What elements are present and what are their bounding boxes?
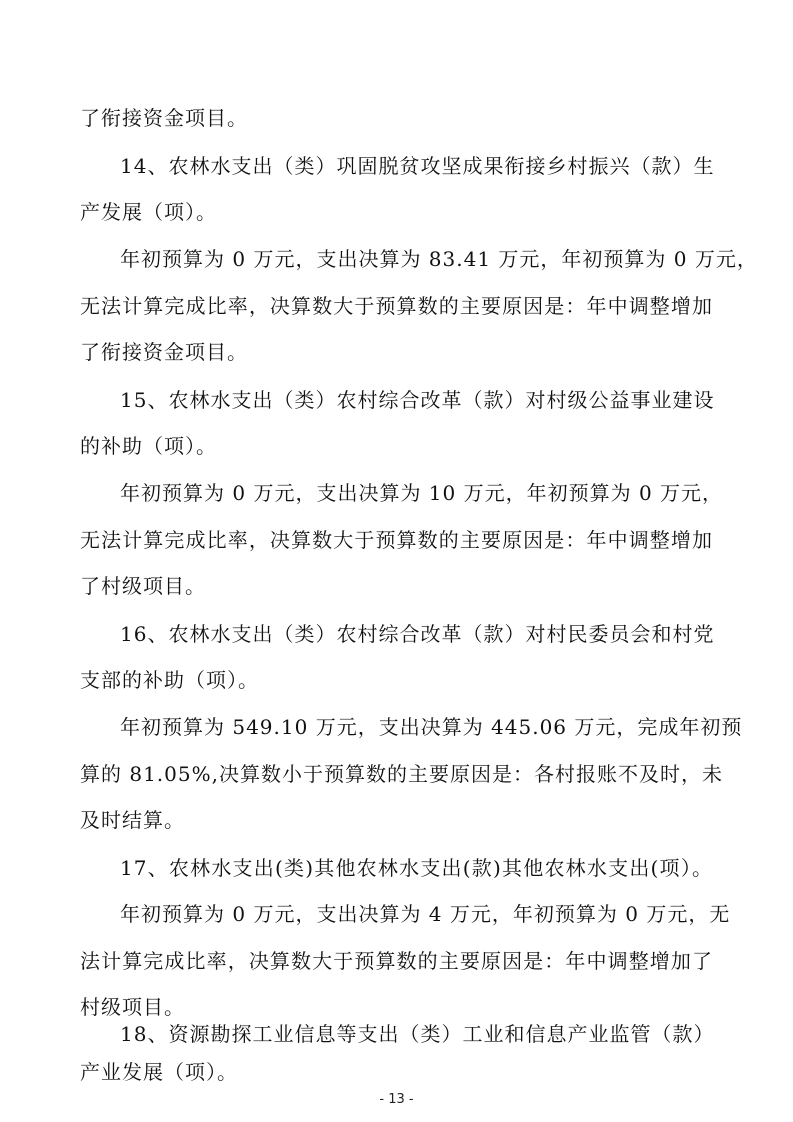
heading-16-line-2: 支部的补助（项）。: [80, 668, 259, 692]
heading-14-line-2: 产发展（项）。: [80, 200, 217, 224]
paragraph-14-line-1: 年初预算为 0 万元，支出决算为 83.41 万元，年初预算为 0 万元，: [120, 247, 758, 271]
paragraph-line: 了衔接资金项目。: [80, 106, 248, 130]
paragraph-17-line-1: 年初预算为 0 万元，支出决算为 4 万元，年初预算为 0 万元，无: [120, 902, 731, 926]
paragraph-16-line-3: 及时结算。: [80, 808, 185, 832]
paragraph-16-line-1: 年初预算为 549.10 万元，支出决算为 445.06 万元，完成年初预: [120, 715, 743, 739]
paragraph-15-line-1: 年初预算为 0 万元，支出决算为 10 万元，年初预算为 0 万元，: [120, 481, 724, 505]
paragraph-15-line-2: 无法计算完成比率，决算数大于预算数的主要原因是：年中调整增加: [80, 528, 713, 552]
paragraph-16-line-2: 算的 81.05%,决算数小于预算数的主要原因是：各村报账不及时，未: [80, 762, 723, 786]
paragraph-14-line-2: 无法计算完成比率，决算数大于预算数的主要原因是：年中调整增加: [80, 294, 713, 318]
heading-17-line: 17、农林水支出(类)其他农林水支出(款)其他农林水支出(项）。: [120, 856, 713, 880]
page-number: - 13 -: [379, 1092, 414, 1107]
heading-14-line-1: 14、农林水支出（类）巩固脱贫攻坚成果衔接乡村振兴（款）生: [120, 154, 715, 178]
heading-15-line-2: 的补助（项）。: [80, 434, 217, 458]
heading-15-line-1: 15、农林水支出（类）农村综合改革（款）对村级公益事业建设: [120, 388, 715, 412]
paragraph-17-line-2: 法计算完成比率，决算数大于预算数的主要原因是：年中调整增加了: [80, 949, 713, 973]
paragraph-14-line-3: 了衔接资金项目。: [80, 340, 248, 364]
heading-16-line-1: 16、农林水支出（类）农村综合改革（款）对村民委员会和村党: [120, 622, 715, 646]
paragraph-17-line-3: 村级项目。: [80, 995, 185, 1019]
paragraph-15-line-3: 了村级项目。: [80, 574, 206, 598]
heading-18-line-1: 18、资源勘探工业信息等支出（类）工业和信息产业监管（款）: [120, 1022, 715, 1046]
heading-18-line-2: 产业发展（项）。: [80, 1060, 238, 1084]
